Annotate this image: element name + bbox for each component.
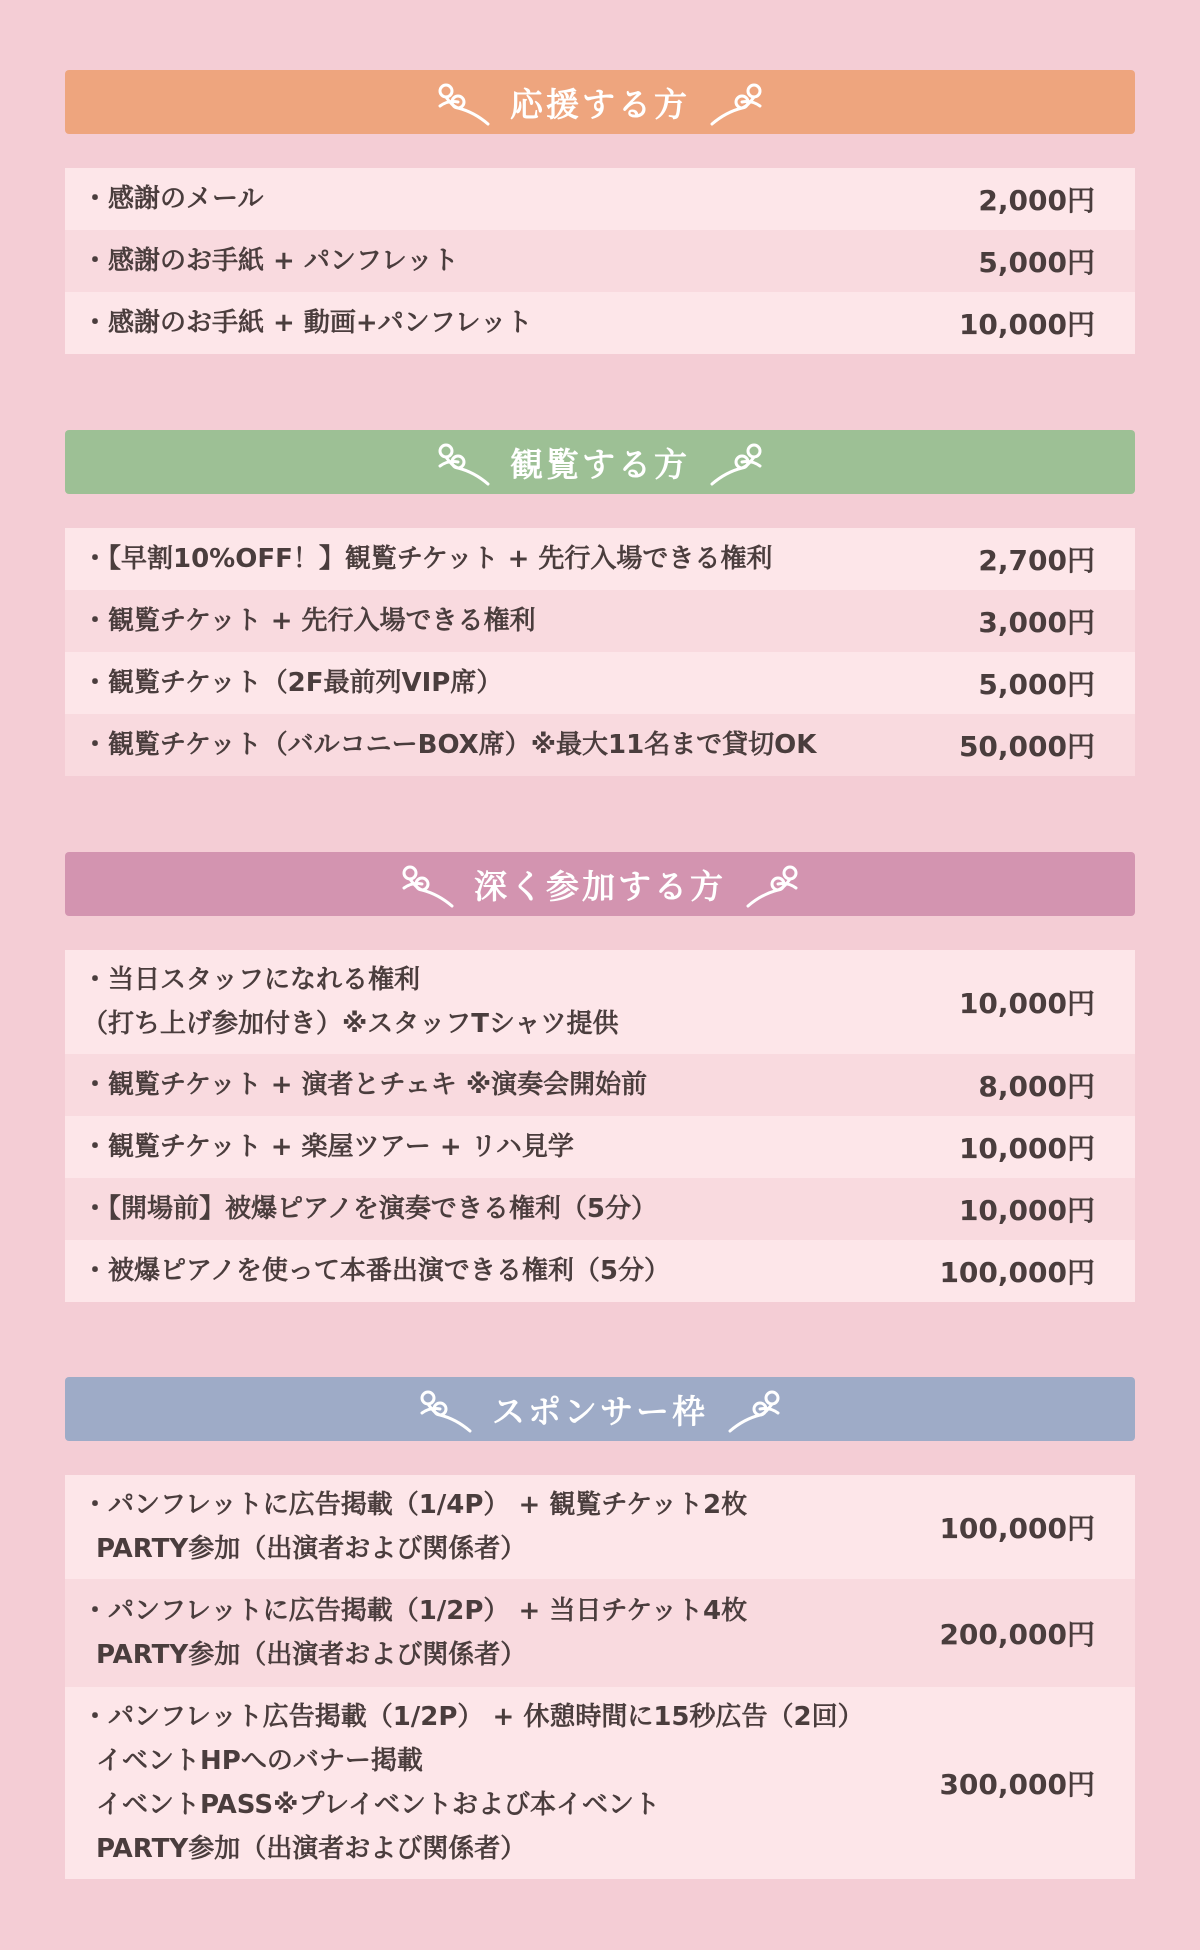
item-text: ・パンフレットに広告掲載（1/2P） + 当日チケット4枚 [82, 1596, 748, 1626]
item-price: 5,000円 [978, 668, 1095, 701]
item-text: PARTY参加（出演者および関係者） [96, 1834, 527, 1864]
list-item [65, 950, 1135, 1054]
item-text: ・当日スタッフになれる権利 [82, 965, 421, 995]
list-item [65, 292, 1135, 354]
item-text: ・観覧チケット（バルコニーBOX席）※最大11名まで貸切OK [82, 730, 817, 760]
item-text: ・【開場前】被爆ピアノを演奏できる権利（5分） [82, 1194, 658, 1224]
list-item [65, 1054, 1135, 1116]
list-item [65, 230, 1135, 292]
item-price: 2,700円 [978, 544, 1095, 577]
section-sponsor [65, 1377, 1135, 1879]
item-price: 200,000円 [939, 1618, 1095, 1651]
list-item [65, 1116, 1135, 1178]
floral-ornament-icon [724, 1383, 784, 1435]
item-price: 2,000円 [978, 184, 1095, 217]
item-list [65, 950, 1135, 1302]
item-text: ・【早割10%OFF！】観覧チケット + 先行入場できる権利 [82, 544, 773, 574]
item-text: ・感謝のお手紙 + 動画+パンフレット [82, 308, 533, 338]
section-viewing [65, 430, 1135, 776]
floral-ornament-icon [398, 858, 458, 910]
floral-ornament-icon [742, 858, 802, 910]
item-text: ・感謝のメール [82, 184, 264, 214]
list-item [65, 1240, 1135, 1302]
list-item [65, 1579, 1135, 1687]
list-item [65, 590, 1135, 652]
item-text: ・感謝のお手紙 + パンフレット [82, 246, 459, 276]
item-price: 100,000円 [939, 1256, 1095, 1289]
item-price: 300,000円 [939, 1768, 1095, 1801]
item-price: 100,000円 [939, 1512, 1095, 1545]
list-item [65, 1687, 1135, 1879]
item-text: イベントPASS※プレイベントおよび本イベント [96, 1790, 661, 1820]
item-text: ・観覧チケット + 楽屋ツアー + リハ見学 [82, 1132, 574, 1162]
floral-ornament-icon [434, 436, 494, 488]
list-item [65, 168, 1135, 230]
section-participate [65, 852, 1135, 1302]
item-text: （打ち上げ参加付き）※スタッフTシャツ提供 [82, 1009, 619, 1039]
item-price: 10,000円 [958, 1132, 1095, 1165]
item-price: 10,000円 [958, 1194, 1095, 1227]
item-text: PARTY参加（出演者および関係者） [96, 1534, 527, 1564]
section-header [65, 430, 1135, 494]
item-price: 10,000円 [958, 987, 1095, 1020]
item-price: 3,000円 [978, 606, 1095, 639]
list-item [65, 528, 1135, 590]
floral-ornament-icon [706, 76, 766, 128]
list-item [65, 1178, 1135, 1240]
section-title: 観覧する方 [510, 444, 690, 484]
section-header [65, 852, 1135, 916]
section-support [65, 70, 1135, 354]
floral-ornament-icon [434, 76, 494, 128]
section-title: 応援する方 [510, 84, 690, 124]
item-text: ・観覧チケット（2F最前列VIP席） [82, 668, 503, 698]
floral-ornament-icon [416, 1383, 476, 1435]
item-list [65, 1475, 1135, 1879]
item-price: 10,000円 [958, 308, 1095, 341]
list-item [65, 652, 1135, 714]
item-text: ・観覧チケット + 先行入場できる権利 [82, 606, 536, 636]
item-price: 5,000円 [978, 246, 1095, 279]
item-text: ・観覧チケット + 演者とチェキ ※演奏会開始前 [82, 1070, 648, 1100]
item-list [65, 528, 1135, 776]
section-header [65, 1377, 1135, 1441]
item-text: PARTY参加（出演者および関係者） [96, 1640, 527, 1670]
section-header [65, 70, 1135, 134]
item-list [65, 168, 1135, 354]
item-text: イベントHPへのバナー掲載 [96, 1746, 423, 1776]
list-item [65, 1475, 1135, 1579]
item-price: 50,000円 [958, 730, 1095, 763]
list-item [65, 714, 1135, 776]
item-price: 8,000円 [978, 1070, 1095, 1103]
section-title: 深く参加する方 [474, 866, 726, 906]
item-text: ・パンフレットに広告掲載（1/4P） + 観覧チケット2枚 [82, 1490, 748, 1520]
floral-ornament-icon [706, 436, 766, 488]
item-text: ・パンフレット広告掲載（1/2P） + 休憩時間に15秒広告（2回） [82, 1702, 864, 1732]
item-text: ・被爆ピアノを使って本番出演できる権利（5分） [82, 1256, 671, 1286]
section-title: スポンサー枠 [492, 1391, 708, 1431]
